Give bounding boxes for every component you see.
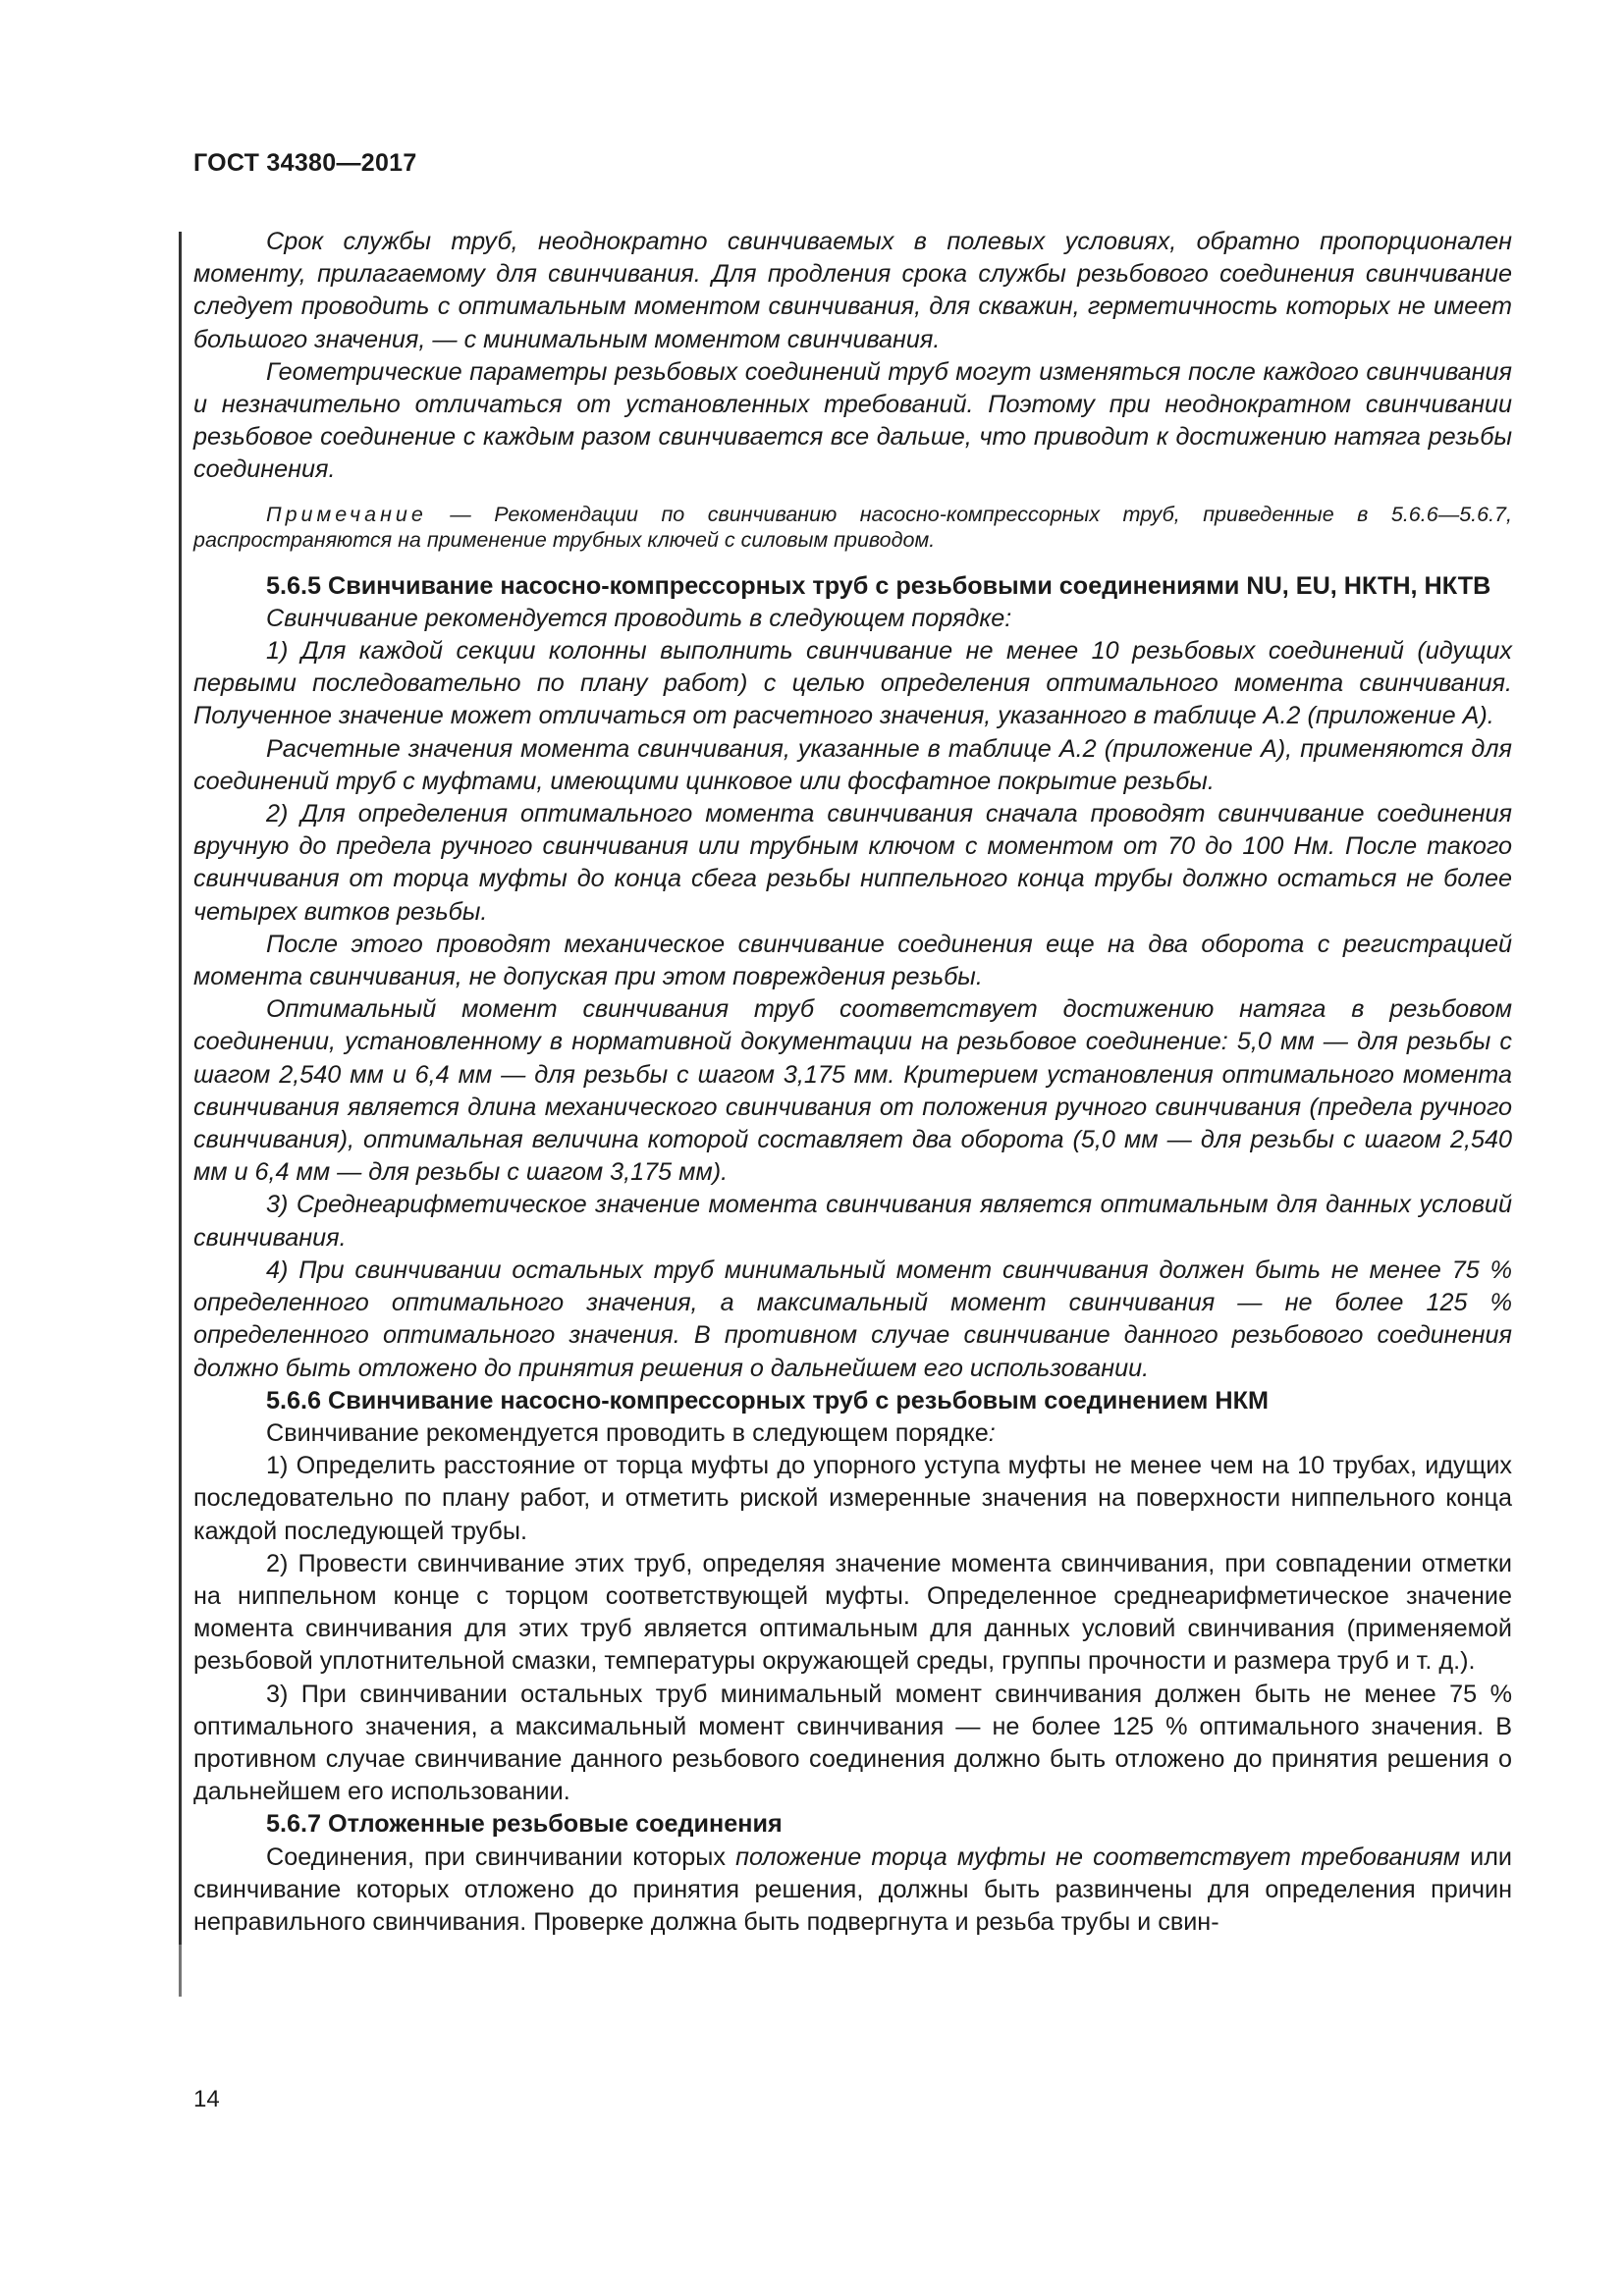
paragraph: 1) Для каждой секции колонны выполнить свинчивание не менее 10 резьбовых соединений (идущих первыми последовательно по плану работ) с целью определения оптимального момента свинчивания. Полученное значение может отличаться от расчетного значения, указанного в таблице А.2 (приложение А). xyxy=(193,637,1512,730)
paragraph: Оптимальный момент свинчивания труб соответствует достижению натяга в резьбовом соединении, установленному в нормативной документации на резьбовое соединение: 5,0 мм — для резьбы с шагом 2,540 мм и 6,4 мм — для резьбы с шагом 3,175 мм. Критерием установления оптимального момента свинчивания является длина механического свинчивания от положения ручного свинчивания (предела ручного свинчивания), оптимальная величина которой составляет два оборота (5,0 мм — для резьбы с шагом 2,540 мм и 6,4 мм — для резьбы с шагом 3,175 мм). xyxy=(193,995,1512,1187)
paragraph: 3) Среднеарифметическое значение момента свинчивания является оптимальным для данных условий свинчивания. xyxy=(193,1191,1512,1252)
paragraph: 3) При свинчивании остальных труб минимальный момент свинчивания должен быть не менее 75 % оптимального значения, а максимальный момент свинчивания — не более 125 % оптимального значения. В противном случае свинчивание данного резьбового соединения должно быть отложено до принятия решения о дальнейшем его использовании. xyxy=(193,1680,1512,1806)
paragraph-text: или свинчивание которых отложено до принятия решения, должны быть развинчены для определения причин неправильного свинчивания. Проверке должна быть подвергнута и резьба трубы и свин- xyxy=(193,1842,1512,1936)
paragraph: Расчетные значения момента свинчивания, указанные в таблице А.2 (приложение А), применяются для соединений труб с муфтами, имеющими цинковое или фосфатное покрытие резьбы. xyxy=(193,734,1512,795)
revision-bar xyxy=(179,232,182,1945)
paragraph: 1) Определить расстояние от торца муфты до упорного уступа муфты не менее чем на 10 трубах, идущих последовательно по плану работ, и отметить риской измеренные значения на поверхности ниппельного конца каждой последующей трубы. xyxy=(193,1452,1512,1545)
document-header: ГОСТ 34380—2017 xyxy=(193,149,417,177)
paragraph: 4) При свинчивании остальных труб минимальный момент свинчивания должен быть не менее 75 % определенного оптимального значения, а максимальный момент свинчивания — не более 125 % определенного оптимального значения. В противном случае свинчивание данного резьбового соединения должно быть отложено до принятия решения о дальнейшем его использовании. xyxy=(193,1255,1512,1382)
paragraph-colon: : xyxy=(988,1418,996,1447)
paragraph-text: Соединения, при свинчивании которых xyxy=(266,1842,736,1871)
page-body xyxy=(193,226,1512,1939)
paragraph: Геометрические параметры резьбовых соединений труб могут изменяться после каждого свинчивания и незначительно отличаться от установленных требований. Поэтому при неоднократном свинчивании резьбовое соединение с каждым разом свинчивается все дальше, что приводит к достижению натяга резьбы соединения. xyxy=(193,357,1512,484)
paragraph: 2) Провести свинчивание этих труб, определяя значение момента свинчивания, при совпадении отметки на ниппельном конце с торцом соответствующей муфты. Определенное среднеарифметическое значение момента свинчивания для этих труб является оптимальным для данных условий свинчивания (применяемой резьбовой уплотнительной смазки, температуры окружающей среды, группы прочности и размера труб и т. д.). xyxy=(193,1549,1512,1676)
section-heading-5-6-5: 5.6.5 Свинчивание насосно-компрессорных труб с резьбовыми соединениями NU, EU, НКТН, НКТВ xyxy=(266,571,1491,600)
paragraph-emphasis: положение торца муфты не соответствует требованиям xyxy=(735,1842,1461,1871)
paragraph: Срок службы труб, неоднократно свинчиваемых в полевых условиях, обратно пропорционален моменту, прилагаемому для свинчивания. Для продления срока службы резьбового соединения свинчивание следует проводить с оптимальным моментом свинчивания, для скважин, герметичность которых не имеет большого значения, — с минимальным моментом свинчивания. xyxy=(193,228,1512,353)
paragraph xyxy=(193,1842,1512,1940)
paragraph: После этого проводят механическое свинчивание соединения еще на два оборота с регистрацией момента свинчивания, не допуская при этом повреждения резьбы. xyxy=(193,930,1512,991)
note xyxy=(193,502,1512,553)
page-number: 14 xyxy=(193,2086,220,2112)
paragraph xyxy=(193,1417,1512,1450)
revision-bar-lower xyxy=(179,1945,182,1997)
note-label: Примечание xyxy=(266,502,427,526)
section-heading-5-6-7: 5.6.7 Отложенные резьбовые соединения xyxy=(266,1810,783,1839)
paragraph: Свинчивание рекомендуется проводить в следующем порядке: xyxy=(266,604,1012,632)
note-text: — Рекомендации по свинчиванию насосно-компрессорных труб, приведенные в 5.6.6—5.6.7, распространяются на применение трубных ключей с силовым приводом. xyxy=(193,502,1512,552)
section-heading-5-6-6: 5.6.6 Свинчивание насосно-компрессорных труб с резьбовым соединением НКМ xyxy=(266,1386,1269,1415)
paragraph-text: Свинчивание рекомендуется проводить в следующем порядке xyxy=(266,1418,989,1447)
paragraph: 2) Для определения оптимального момента свинчивания сначала проводят свинчивание соединения вручную до предела ручного свинчивания или трубным ключом с моментом от 70 до 100 Нм. После такого свинчивания от торца муфты до конца сбега резьбы ниппельного конца трубы должно остаться не более четырех витков резьбы. xyxy=(193,800,1512,926)
